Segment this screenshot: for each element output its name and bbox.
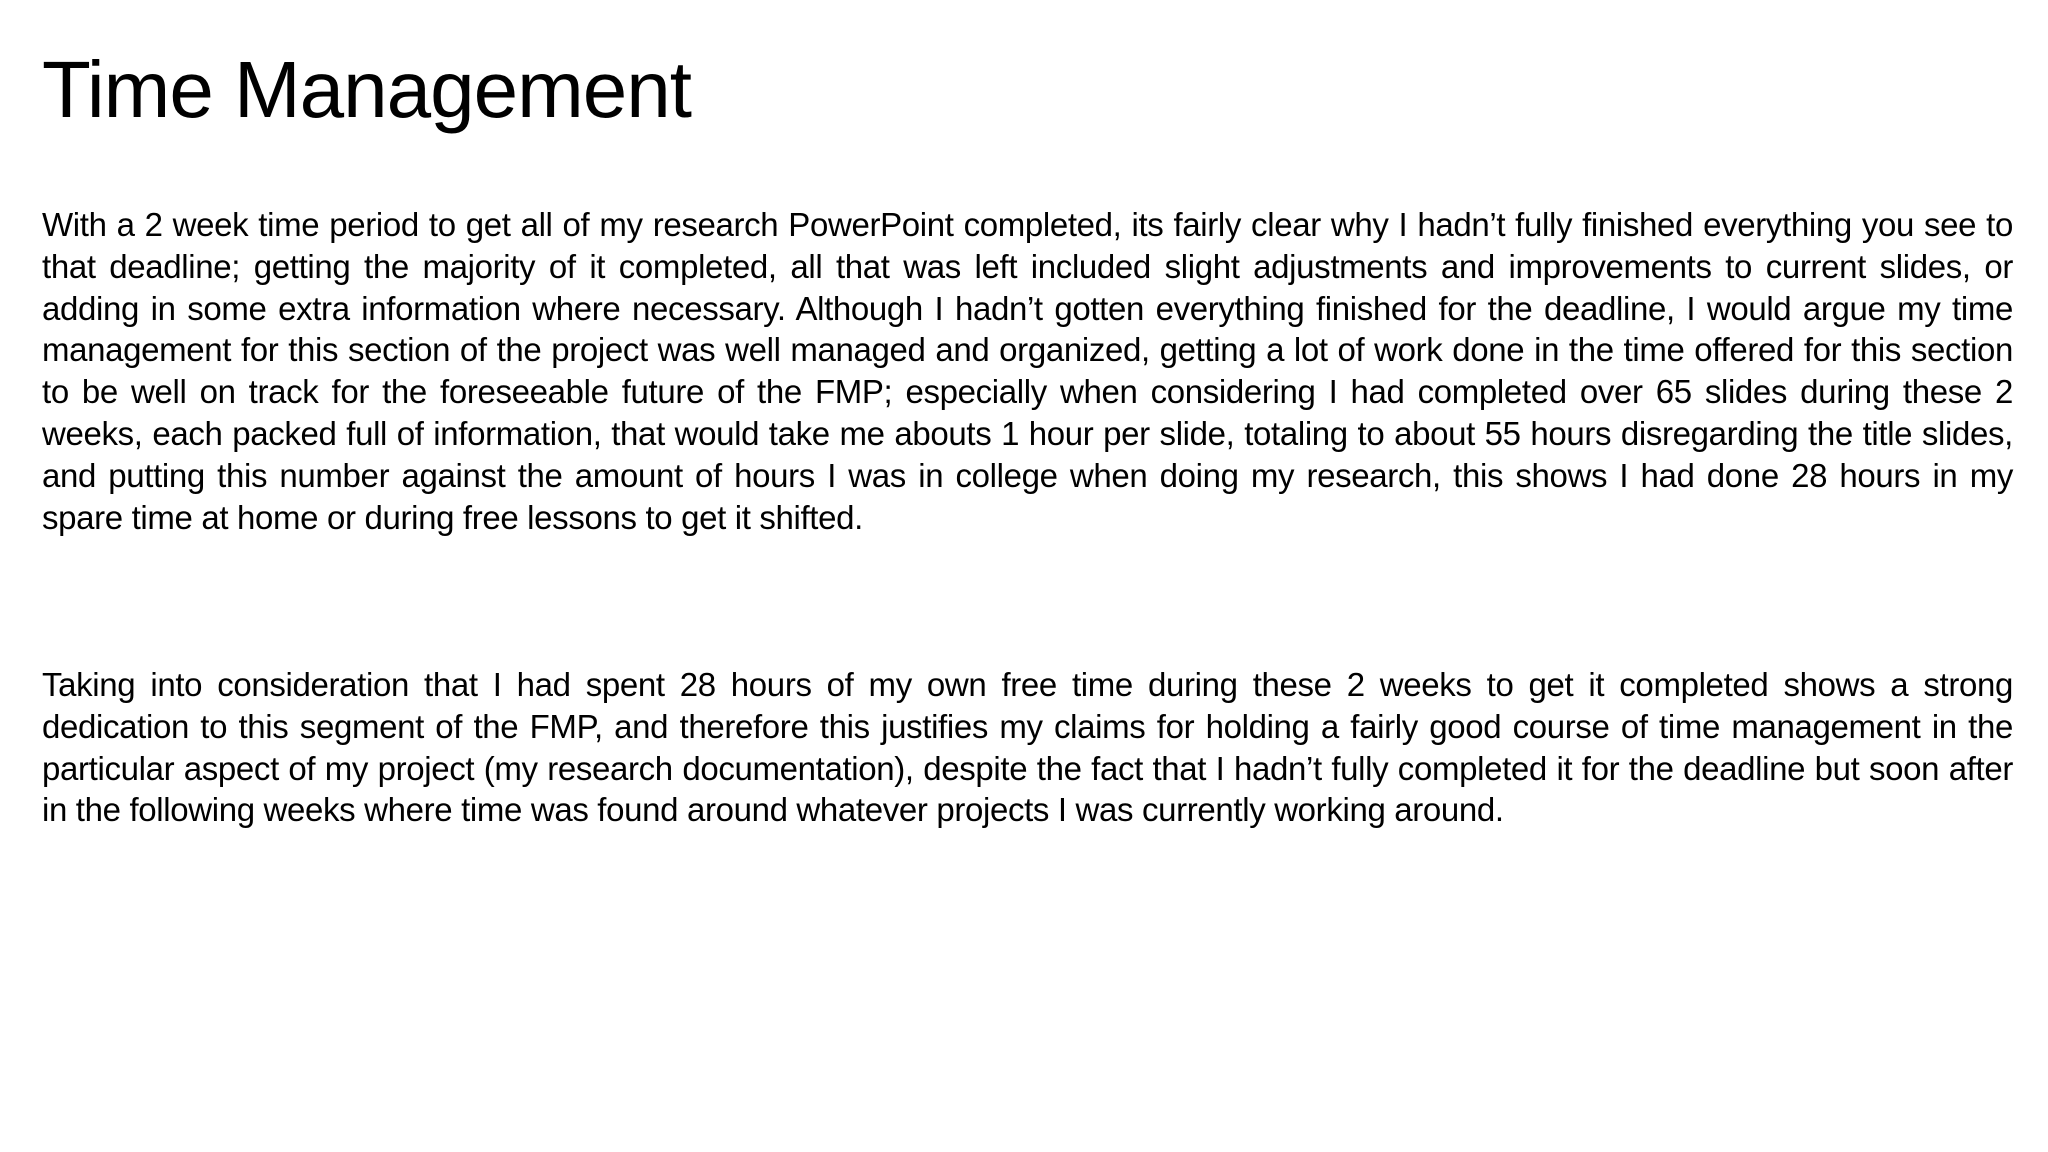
- slide-title: Time Management: [42, 45, 691, 134]
- body-paragraph-1: With a 2 week time period to get all of my research PowerPoint completed, its fairly clear why I hadn’t fully finished everything you see to that deadline; getting the majority of it completed, all that was left included slight adjustments and improvements to current slides, or adding in some extra information where necessary. Although I hadn’t gotten everything finished for the deadline, I would argue my time management for this section of the project was well managed and organized, getting a lot of work done in the time offered for this section to be well on track for the foreseeable future of the FMP; especially when considering I had completed over 65 slides during these 2 weeks, each packed full of information, that would take me abouts 1 hour per slide, totaling to about 55 hours disregarding the title slides, and putting this number against the amount of hours I was in college when doing my research, this shows I had done 28 hours in my spare time at home or during free lessons to get it shifted.: [42, 206, 2013, 536]
- body-paragraph-2: Taking into consideration that I had spent 28 hours of my own free time during these 2 weeks to get it completed shows a strong dedication to this segment of the FMP, and therefore this justifies my claims for holding a fairly good course of time management in the particular aspect of my project (my research documentation), despite the fact that I hadn’t fully completed it for the deadline but soon after in the following weeks where time was found around whatever projects I was currently working around.: [42, 666, 2013, 829]
